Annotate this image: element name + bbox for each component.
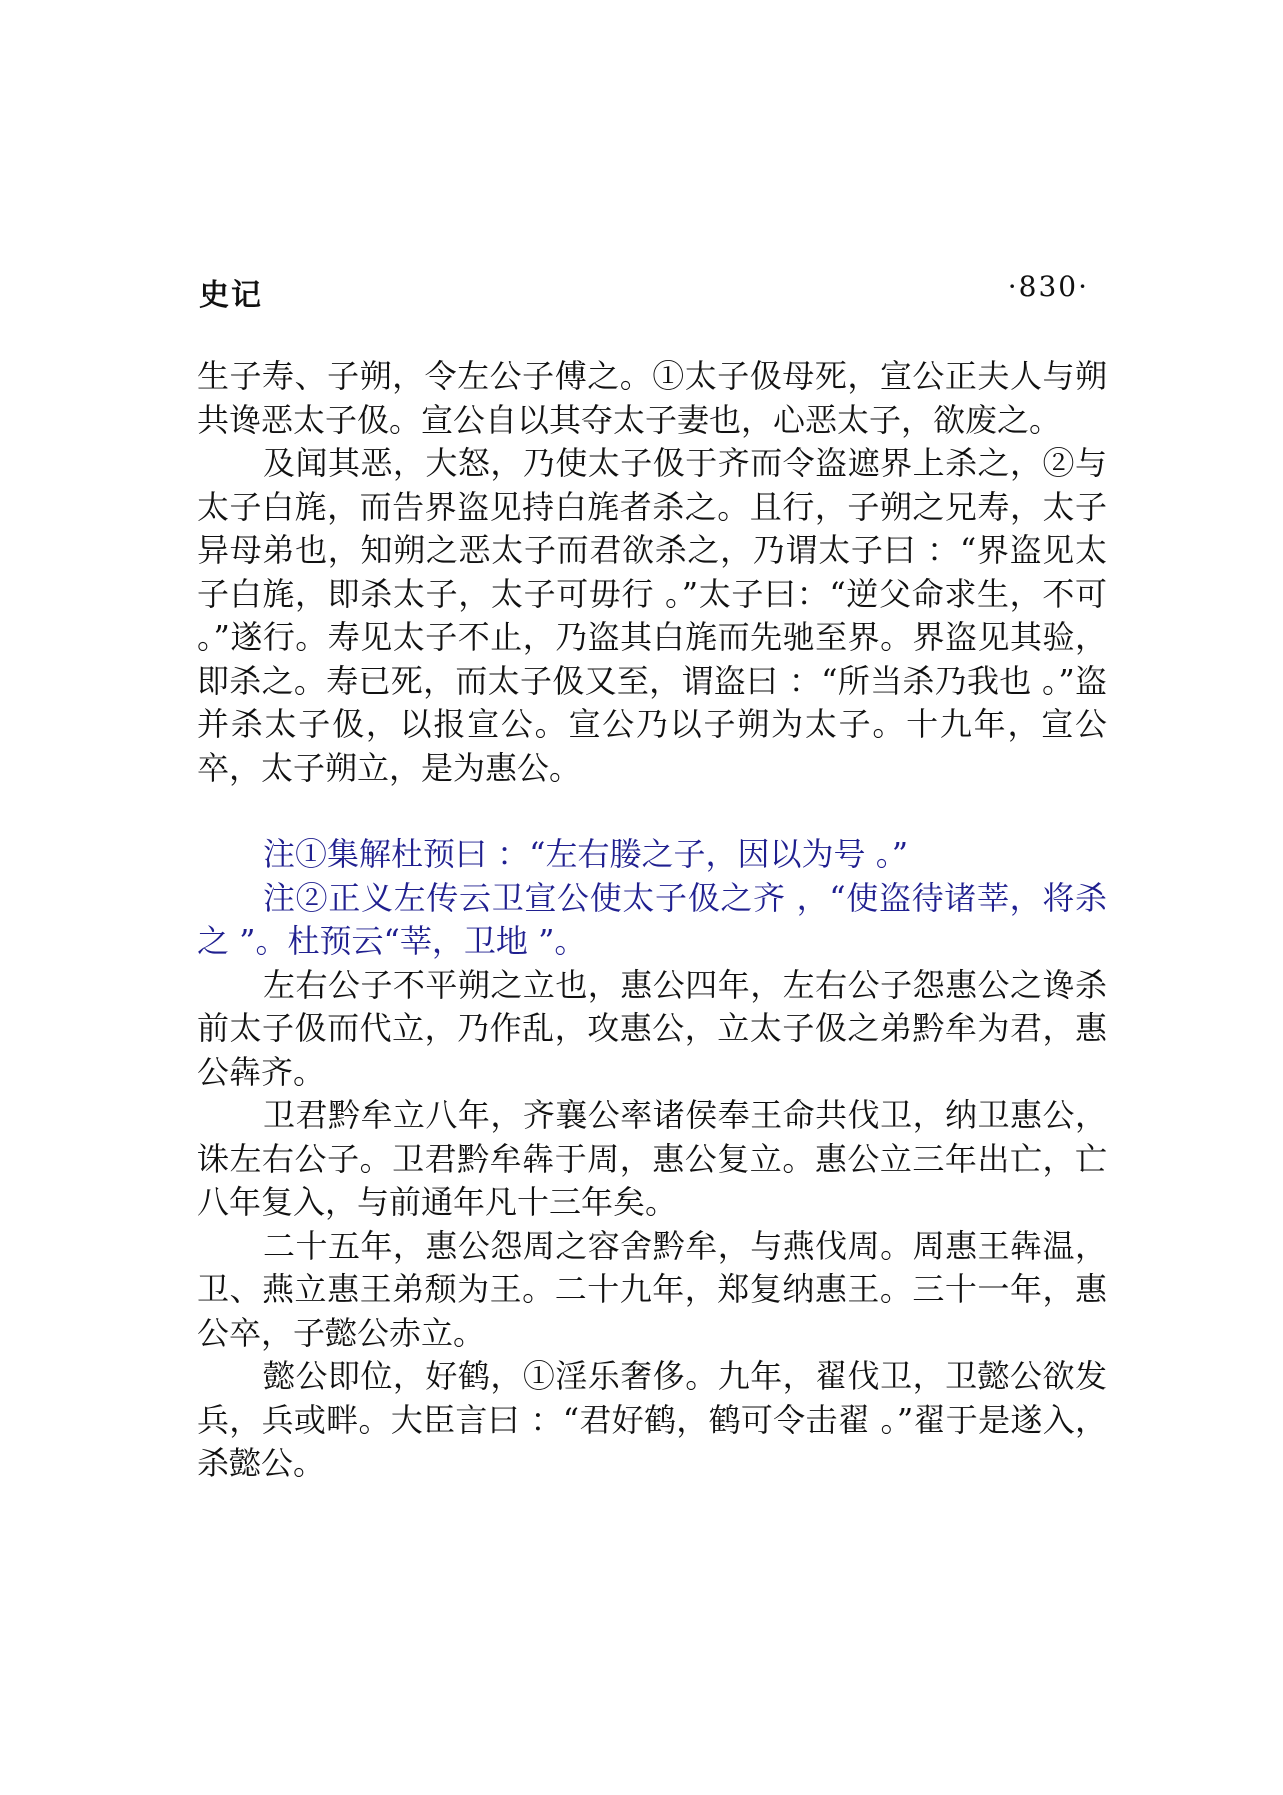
annotation-note: 注①集解杜预曰 ：“左右媵之子，因以为号 。” — [263, 835, 909, 873]
annotation-block — [197, 833, 1107, 964]
paragraph: 懿公即位，好鹤，①淫乐奢侈。九年，翟伐卫，卫懿公欲发兵，兵或畔。大臣言曰 ：“君好鹤，鹤可令击翟 。”翟于是遂入，杀懿公。 — [197, 1357, 1107, 1482]
annotation-note: 注②正义左传云卫宣公使太子伋之齐 ，“使盗待诸莘，将杀之 ”。杜预云“莘，卫地 ”。 — [197, 878, 1107, 960]
book-title: 史记 — [199, 278, 263, 313]
page-header — [199, 270, 1089, 313]
paragraph: 左右公子不平朔之立也，惠公四年，左右公子怨惠公之谗杀前太子伋而代立，乃作乱，攻惠公，立太子伋之弟黔牟为君，惠公犇齐。 — [197, 965, 1107, 1091]
main-text — [197, 355, 1107, 1486]
page-number: ·830· — [1007, 270, 1089, 303]
paragraph: 二十五年，惠公怨周之容舍黔牟，与燕伐周。周惠王犇温，卫、燕立惠王弟颓为王。二十九年，郑复纳惠王。三十一年，惠公卒，子懿公赤立。 — [197, 1226, 1107, 1352]
paragraph: 及闻其恶，大怒，乃使太子伋于齐而令盗遮界上杀之，②与太子白旄，而告界盗见持白旄者杀之。且行，子朔之兄寿，太子异母弟也，知朔之恶太子而君欲杀之，乃谓太子曰 ：“界盗见太子白旄，即杀太子，太子可毋行 。”太子曰：“逆父命求生，不可 。”遂行。寿见太子不止，乃盗其白旄而先驰至界。界盗见其验，即杀之。寿已死，而太子伋又至，谓盗曰 ：“所当杀乃我也 。”盗并杀太子伋，以报宣公。宣公乃以子朔为太子。十九年，宣公卒，太子朔立，是为惠公。 — [197, 444, 1107, 787]
paragraph: 卫君黔牟立八年，齐襄公率诸侯奉王命共伐卫，纳卫惠公，诛左右公子。卫君黔牟犇于周，惠公复立。惠公立三年出亡，亡八年复入，与前通年凡十三年矣。 — [197, 1096, 1107, 1221]
paragraph: 生子寿、子朔，令左公子傅之。①太子伋母死，宣公正夫人与朔共谗恶太子伋。宣公自以其夺太子妻也，心恶太子，欲废之。 — [197, 357, 1107, 439]
